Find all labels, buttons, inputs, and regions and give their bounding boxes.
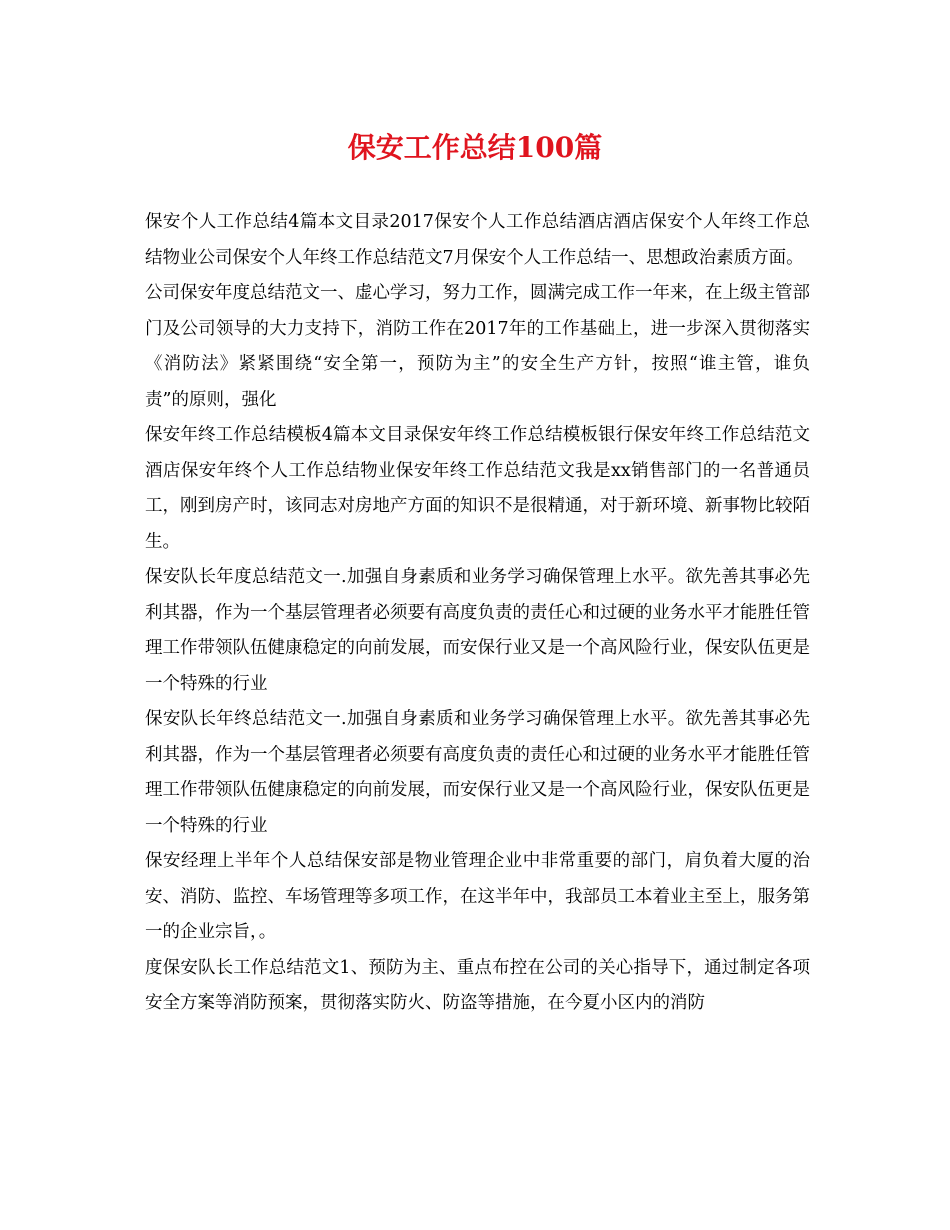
paragraph-5: 保安队长年终总结范文一.加强自身素质和业务学习确保管理上水平。欲先善其事必先利其器，作为一个基层管理者必须要有高度负责的责任心和过硬的业务水平才能胜任管理工作带领队伍健康稳定的向前发展，而安保行业又是一个高风险行业，保安队伍更是一个特殊的行业 xyxy=(145,709,810,836)
paragraph-1: 保安个人工作总结4篇本文目录2017保安个人工作总结酒店酒店保安个人年终工作总结物业公司保安个人年终工作总结范文7月保安个人工作总结一、思想政治素质方面。 xyxy=(145,212,810,268)
paragraph-4: 保安队长年度总结范文一.加强自身素质和业务学习确保管理上水平。欲先善其事必先利其器，作为一个基层管理者必须要有高度负责的责任心和过硬的业务水平才能胜任管理工作带领队伍健康稳定的向前发展，而安保行业又是一个高风险行业，保安队伍更是一个特殊的行业 xyxy=(145,567,810,694)
document-body xyxy=(145,205,810,1022)
paragraph-7: 度保安队长工作总结范文1、预防为主、重点布控在公司的关心指导下，通过制定各项安全方案等消防预案，贯彻落实防火、防盗等措施，在今夏小区内的消防 xyxy=(145,957,810,1013)
paragraph-3: 保安年终工作总结模板4篇本文目录保安年终工作总结模板银行保安年终工作总结范文酒店保安年终个人工作总结物业保安年终工作总结范文我是xx销售部门的一名普通员工，刚到房产时，该同志对房地产方面的知识不是很精通，对于新环境、新事物比较陌生。 xyxy=(145,425,810,552)
document-title: 保安工作总结100篇 xyxy=(347,131,603,164)
paragraph-2: 公司保安年度总结范文一、虚心学习，努力工作，圆满完成工作一年来，在上级主管部门及公司领导的大力支持下，消防工作在2017年的工作基础上，进一步深入贯彻落实《消防法》紧紧围绕“安全第一，预防为主”的安全生产方针，按照“谁主管，谁负责”的原则，强化 xyxy=(145,283,810,410)
paragraph-6: 保安经理上半年个人总结保安部是物业管理企业中非常重要的部门，肩负着大厦的治安、消防、监控、车场管理等多项工作，在这半年中，我部员工本着业主至上，服务第一的企业宗旨，。 xyxy=(145,851,810,942)
